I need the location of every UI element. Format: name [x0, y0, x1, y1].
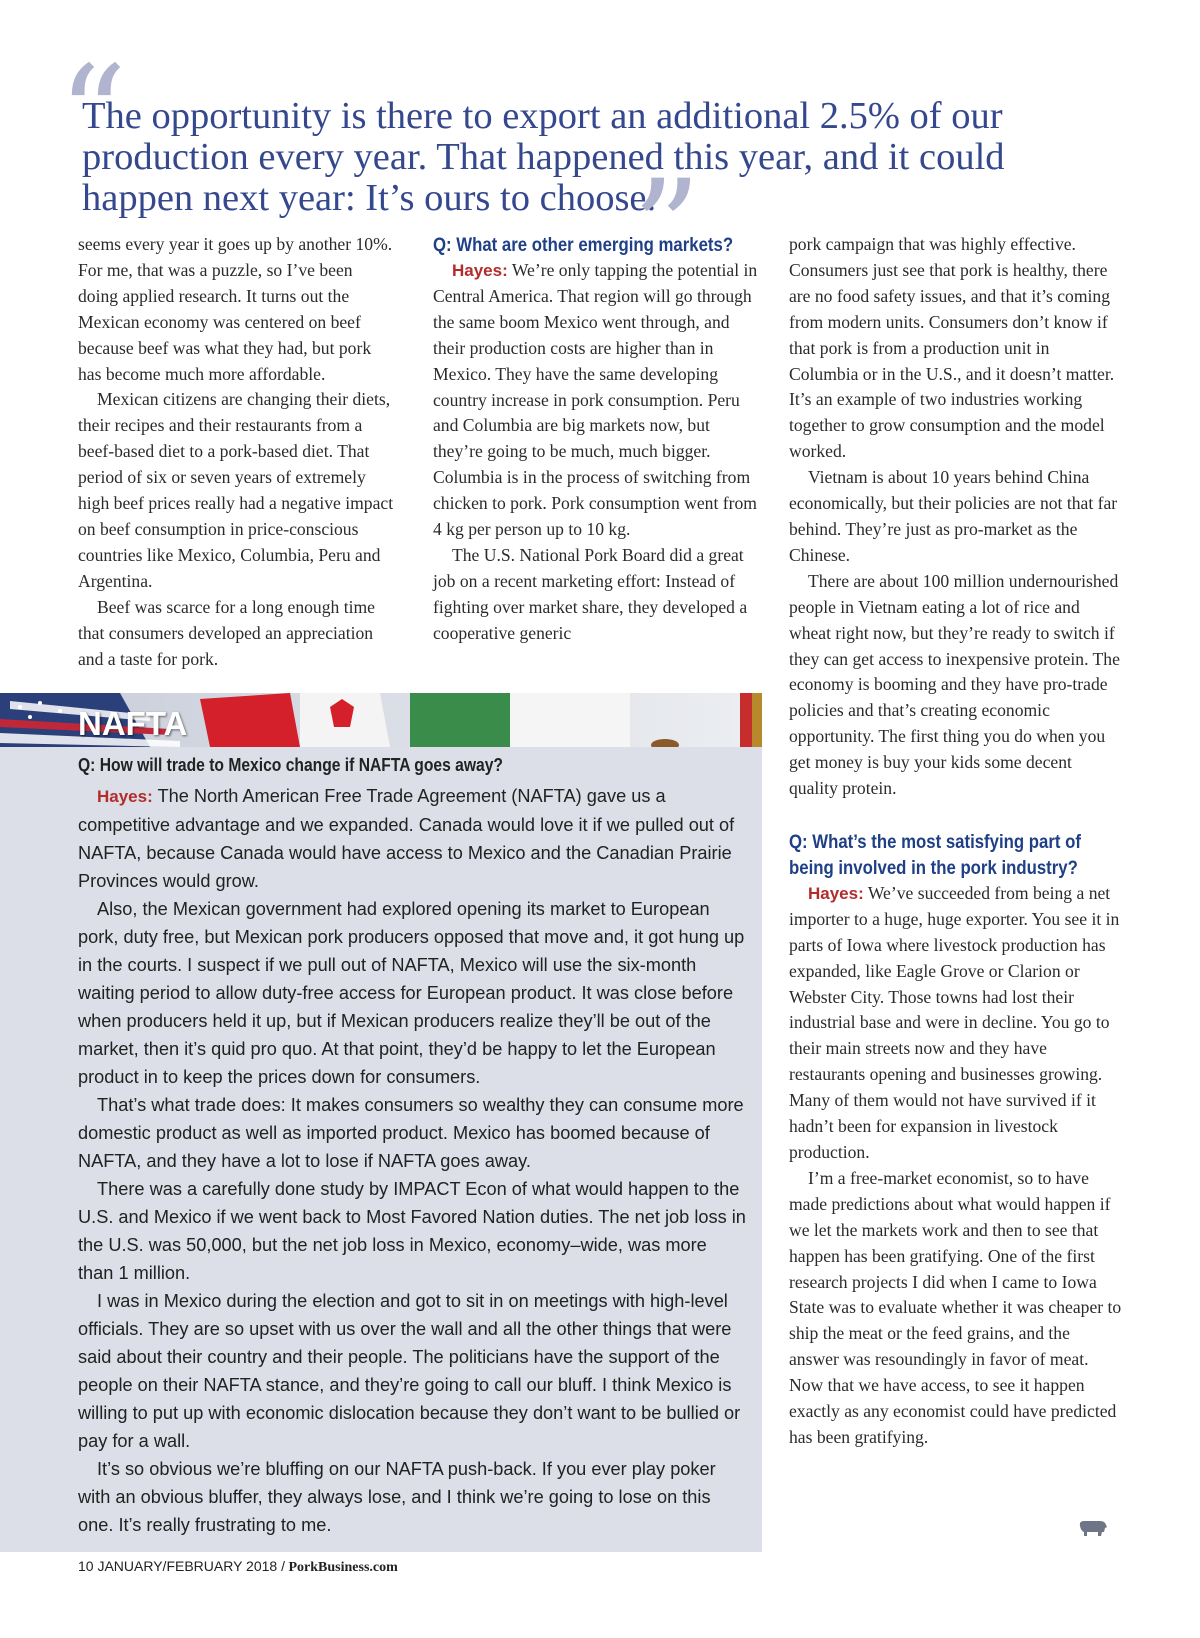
right-paragraph-3: There are about 100 million undernourished people in Vietnam eating a lot of rice and wheat right now, but they’re ready to switch if they can get access to inexpensive protein. The economy is booming and they have pro-trade policies and that’s creating economic opportunity. The first thing you do when you get money is buy your kids some decent quality protein. — [789, 570, 1120, 799]
nafta-paragraph-4: There was a carefully done study by IMPACT Econ of what would happen to the U.S. and Mexico if we went back to Most Favored Nation duties. The net job loss in the U.S. was 50,000, but the net job loss in Mexico, economy–wide, was more than 1 million. — [78, 1179, 746, 1283]
article-column-middle — [433, 232, 759, 647]
left-paragraph-1: seems every year it goes up by another 10%. For me, that was a puzzle, so I’ve been doing applied research. It turns out the Mexican economy was centered on beef because beef was what they had, but pork has become much more affordable. — [78, 234, 393, 384]
nafta-question-heading: Q: How will trade to Mexico change if NAFTA goes away? — [78, 755, 503, 775]
article-column-left — [78, 232, 396, 672]
nafta-paragraph-3: That’s what trade does: It makes consumers so wealthy they can consume more domestic product as well as imported product. Mexico has boomed because of NAFTA, and they have a lot to lose if NAFTA goes away. — [78, 1095, 744, 1171]
open-quote-mark: “ — [58, 37, 128, 194]
left-paragraph-2: Mexican citizens are changing their diets, their recipes and their restaurants from a beef-based diet to a pork-based diet. That period of six or seven years of extremely high beef prices really had a negative impact on beef consumption in price-conscious countries like Mexico, Columbia, Peru and Argentina. — [78, 389, 394, 591]
nafta-paragraph-5: I was in Mexico during the election and got to sit in on meetings with high-level officials. They are so upset with us over the wall and all the other things that were said about their country and their people. The politicians have the support of the people on their NAFTA stance, and they’re going to call our bluff. I think Mexico is willing to put up with economic dislocation because they don’t want to be bullied or pay for a wall. — [78, 1291, 741, 1451]
article-column-right — [789, 232, 1123, 1451]
question-heading-emerging-markets: Q: What are other emerging markets? — [433, 234, 734, 256]
left-paragraph-3: Beef was scarce for a long enough time that consumers developed an appreciation and a taste for pork. — [78, 596, 375, 669]
pull-quote: The opportunity is there to export an additional 2.5% of our production every year. That happened this year, and it could happen next year: It’s ours to choose. — [82, 95, 1005, 219]
right-answer-paragraph-1 — [789, 881, 1123, 1166]
speaker-label: Hayes: — [808, 883, 864, 903]
middle-paragraph-2: The U.S. National Pork Board did a great job on a recent marketing effort: Instead of fighting over market share, they developed a cooperative generic — [433, 544, 748, 643]
right-paragraph-2: Vietnam is about 10 years behind China economically, but their policies are not that far behind. They’re just as pro-market as the Chinese. — [789, 467, 1118, 565]
question-heading-satisfying-part-line1: Q: What’s the most satisfying part of — [789, 830, 1081, 853]
nafta-sidebar-text — [78, 751, 746, 1539]
nafta-paragraph-6: It’s so obvious we’re bluffing on our NAFTA push-back. If you ever play poker with an obvious bluffer, they always lose, and I think we’re going to lose on this one. It’s really frustrating to me. — [78, 1459, 716, 1535]
question-heading-satisfying-part-line2: being involved in the pork industry? — [789, 856, 1078, 879]
footer-publication: PorkBusiness.com — [288, 1560, 398, 1575]
close-quote-mark: ” — [632, 151, 702, 308]
speaker-label: Hayes: — [452, 261, 508, 280]
right-paragraph-1: pork campaign that was highly effective. Consumers just see that pork is healthy, there are no food safety issues, and that it’s coming from modern units. Consumers don’t know if that pork is from a production unit in Columbia or in the U.S., and it doesn’t matter. It’s an example of two industries working together to grow consumption and the model worked. — [789, 234, 1115, 462]
pig-icon — [1078, 1518, 1108, 1538]
middle-paragraph-1 — [433, 258, 759, 543]
page-footer — [78, 1558, 398, 1576]
middle-paragraph-1-text: We’re only tapping the potential in Central America. That region will go through the same boom Mexico went through, and their production costs are higher than in Mexico. They have the same developing country increase in pork consumption. Peru and Columbia are big markets now, but they’re going to be much, much bigger. Columbia is in the process of switching from chicken to pork. Pork consumption went from 4 kg per person up to 10 kg. — [433, 260, 758, 540]
nafta-paragraph-1-text: The North American Free Trade Agreement (NAFTA) gave us a competitive advantage and we expanded. Canada would love it if we pulled out of NAFTA, because Canada would have access to Mexico and the Canadian Prairie Provinces would grow. — [78, 786, 735, 891]
right-answer-paragraph-1-text: We’ve succeeded from being a net importer to a huge, huge exporter. You see it in parts of Iowa where livestock production has expanded, like Eagle Grove or Clarion or Webster City. Those towns had lost their industrial base and were in decline. You go to their main streets now and they have restaurants opening and businesses growing. Many of them would not have survived if it hadn’t been for expansion in livestock production. — [789, 882, 1120, 1162]
footer-page-issue: 10 JANUARY/FEBRUARY 2018 / — [78, 1558, 285, 1574]
right-answer-paragraph-2: I’m a free-market economist, so to have made predictions about what would happen if we let the markets work and then to see that happen has been gratifying. One of the first research projects I did when I came to Iowa State was to evaluate whether it was cheaper to ship the meat or the feed grains, and the answer was resoundingly in favor of meat. Now that we have access, to see it happen exactly as any economist could have predicted has been gratifying. — [789, 1167, 1122, 1447]
nafta-section-label: NAFTA — [78, 705, 188, 742]
speaker-label: Hayes: — [97, 787, 153, 806]
nafta-paragraph-2: Also, the Mexican government had explored opening its market to European pork, duty free, but Mexican pork producers opposed that move and, it got hung up in the courts. I suspect if we pull out of NAFTA, Mexico will use the six-month waiting period to allow duty-free access for European product. It was close before when producers held it up, but if Mexican producers realize they’ll be out of the market, then it’s quid pro quo. At that point, they’d be happy to let the European product in to keep the prices down for consumers. — [78, 899, 745, 1087]
nafta-paragraph-1 — [78, 782, 746, 895]
